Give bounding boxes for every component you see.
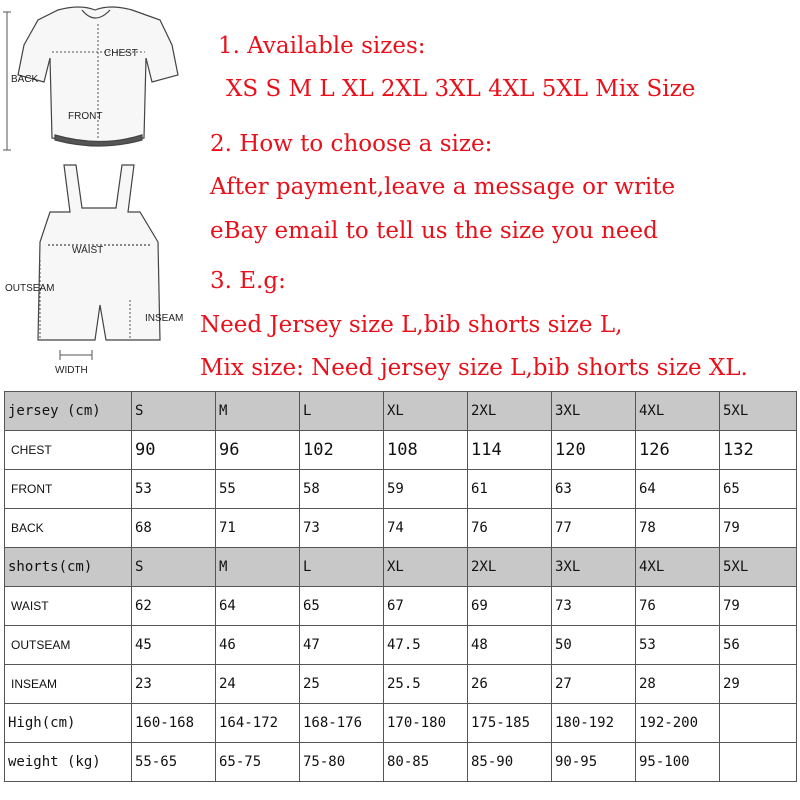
value-cell: 24 (216, 665, 300, 704)
value-cell: 114 (468, 431, 552, 470)
value-cell: 50 (552, 626, 636, 665)
value-cell: 53 (636, 626, 720, 665)
value-cell: 46 (216, 626, 300, 665)
chest-label: CHEST (104, 48, 138, 59)
size-cell: 5XL (720, 548, 797, 587)
waist-label: WAIST (72, 245, 104, 256)
size-cell: L (300, 392, 384, 431)
choose-size-text-1: After payment,leave a message or write (210, 174, 676, 200)
size-cell: 3XL (552, 548, 636, 587)
outseam-row (5, 626, 797, 665)
value-cell: 76 (636, 587, 720, 626)
row-label: BACK (5, 509, 132, 548)
value-cell: 164-172 (216, 704, 300, 743)
value-cell (720, 704, 797, 743)
value-cell: 132 (720, 431, 797, 470)
value-cell: 47.5 (384, 626, 468, 665)
available-sizes-list: XS S M L XL 2XL 3XL 4XL 5XL Mix Size (226, 76, 696, 102)
size-cell: 4XL (636, 392, 720, 431)
value-cell: 90-95 (552, 743, 636, 782)
value-cell: 58 (300, 470, 384, 509)
value-cell: 64 (216, 587, 300, 626)
back-label: BACK (11, 74, 39, 85)
chest-row (5, 431, 797, 470)
value-cell: 61 (468, 470, 552, 509)
jersey-header-row (5, 392, 797, 431)
value-cell: 102 (300, 431, 384, 470)
value-cell: 59 (384, 470, 468, 509)
value-cell: 65 (720, 470, 797, 509)
value-cell: 73 (552, 587, 636, 626)
value-cell: 63 (552, 470, 636, 509)
value-cell: 25.5 (384, 665, 468, 704)
value-cell: 64 (636, 470, 720, 509)
weight-row (5, 743, 797, 782)
value-cell: 192-200 (636, 704, 720, 743)
choose-size-heading: 2. How to choose a size: (210, 131, 493, 157)
size-cell: 2XL (468, 392, 552, 431)
value-cell: 108 (384, 431, 468, 470)
row-label: shorts(cm) (5, 548, 132, 587)
example-heading: 3. E.g: (210, 268, 286, 294)
value-cell: 96 (216, 431, 300, 470)
size-cell: XL (384, 392, 468, 431)
value-cell: 65-75 (216, 743, 300, 782)
value-cell: 120 (552, 431, 636, 470)
value-cell: 67 (384, 587, 468, 626)
row-label: WAIST (5, 587, 132, 626)
front-row (5, 470, 797, 509)
value-cell: 77 (552, 509, 636, 548)
value-cell: 53 (132, 470, 216, 509)
value-cell: 65 (300, 587, 384, 626)
value-cell: 55-65 (132, 743, 216, 782)
value-cell: 29 (720, 665, 797, 704)
value-cell: 180-192 (552, 704, 636, 743)
inseam-label: INSEAM (145, 313, 184, 324)
value-cell: 75-80 (300, 743, 384, 782)
height-row (5, 704, 797, 743)
value-cell: 47 (300, 626, 384, 665)
value-cell (720, 743, 797, 782)
value-cell: 175-185 (468, 704, 552, 743)
value-cell: 168-176 (300, 704, 384, 743)
size-cell: 5XL (720, 392, 797, 431)
value-cell: 74 (384, 509, 468, 548)
row-label: OUTSEAM (5, 626, 132, 665)
value-cell: 95-100 (636, 743, 720, 782)
value-cell: 79 (720, 587, 797, 626)
size-chart-table (4, 391, 797, 782)
value-cell: 73 (300, 509, 384, 548)
value-cell: 45 (132, 626, 216, 665)
inseam-row (5, 665, 797, 704)
size-cell: L (300, 548, 384, 587)
outseam-label: OUTSEAM (5, 283, 55, 294)
back-row (5, 509, 797, 548)
row-label: INSEAM (5, 665, 132, 704)
size-cell: 2XL (468, 548, 552, 587)
value-cell: 76 (468, 509, 552, 548)
size-cell: 4XL (636, 548, 720, 587)
row-label: FRONT (5, 470, 132, 509)
waist-row (5, 587, 797, 626)
example-text-1: Need Jersey size L,bib shorts size L, (200, 312, 623, 338)
choose-size-text-2: eBay email to tell us the size you need (210, 218, 658, 244)
front-label: FRONT (68, 111, 103, 122)
row-label: High(cm) (5, 704, 132, 743)
value-cell: 28 (636, 665, 720, 704)
row-label: weight (kg) (5, 743, 132, 782)
value-cell: 71 (216, 509, 300, 548)
measurement-diagram (0, 0, 200, 385)
value-cell: 68 (132, 509, 216, 548)
value-cell: 69 (468, 587, 552, 626)
example-text-2: Mix size: Need jersey size L,bib shorts size XL. (200, 355, 748, 381)
value-cell: 85-90 (468, 743, 552, 782)
value-cell: 126 (636, 431, 720, 470)
value-cell: 80-85 (384, 743, 468, 782)
value-cell: 79 (720, 509, 797, 548)
value-cell: 23 (132, 665, 216, 704)
size-cell: 3XL (552, 392, 636, 431)
width-label: WIDTH (55, 365, 88, 376)
value-cell: 26 (468, 665, 552, 704)
size-cell: S (132, 548, 216, 587)
size-cell: M (216, 392, 300, 431)
row-label: jersey (cm) (5, 392, 132, 431)
row-label: CHEST (5, 431, 132, 470)
value-cell: 78 (636, 509, 720, 548)
value-cell: 48 (468, 626, 552, 665)
value-cell: 25 (300, 665, 384, 704)
value-cell: 27 (552, 665, 636, 704)
size-cell: M (216, 548, 300, 587)
shorts-header-row (5, 548, 797, 587)
value-cell: 55 (216, 470, 300, 509)
available-sizes-heading: 1. Available sizes: (218, 33, 426, 59)
value-cell: 90 (132, 431, 216, 470)
value-cell: 62 (132, 587, 216, 626)
value-cell: 160-168 (132, 704, 216, 743)
size-cell: XL (384, 548, 468, 587)
value-cell: 170-180 (384, 704, 468, 743)
value-cell: 56 (720, 626, 797, 665)
size-cell: S (132, 392, 216, 431)
